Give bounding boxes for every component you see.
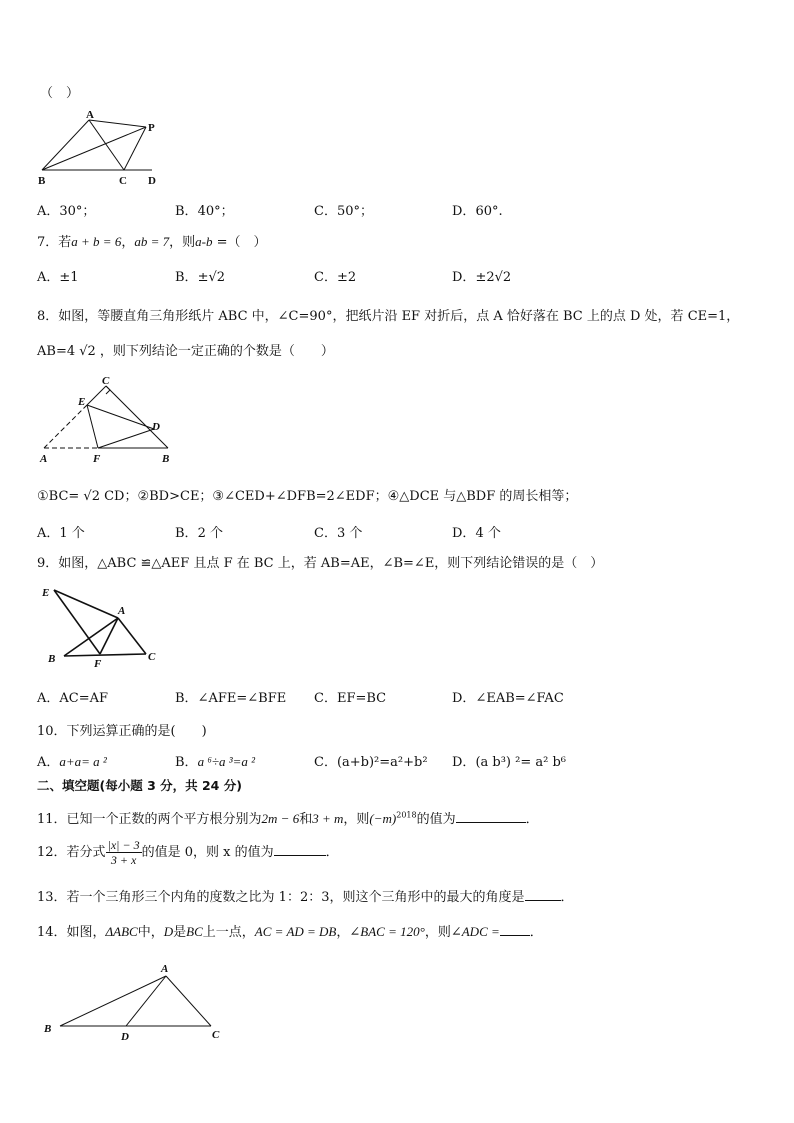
q8-option-c[interactable]: C．3 个 [314,526,363,541]
q8-figure [36,374,186,466]
q9-stem: 9．如图，△ABC ≌△AEF 且点 F 在 BC 上，若 AB=AE，∠B=∠E，则下列结论错误的是（ ） [37,556,604,571]
q9-label-f: F [94,658,102,668]
q8-label-f: F [93,453,101,465]
q9-option-d[interactable]: D．∠EAB=∠FAC [452,691,564,706]
q11-answer-blank[interactable] [456,810,526,823]
q8-statements: ①BC= √2 CD；②BD>CE；③∠CED+∠DFB=2∠EDF；④△DCE 与△BDF 的周长相等； [37,489,578,504]
q7-option-c[interactable]: C．±2 [314,270,357,285]
q6-label-c: C [119,175,127,187]
q12-answer-blank[interactable] [274,843,326,856]
q12-stem: 12．若分式 $\frac{|x| - 3}{3 + x}$ 的值是 0，则 x 的值为 ． [37,838,339,867]
q6-label-b: B [38,175,46,187]
q6-label-p: P [148,122,155,134]
q6-option-a[interactable]: A．30°； [37,204,96,219]
q11-stem: 11．已知一个正数的两个平方根分别为2m − 6和3 + m，则$(-m)^{2018}$的值为 ． [37,810,539,827]
q6-option-d[interactable]: D．60°. [452,204,503,219]
q9-label-c: C [148,651,156,663]
q10-option-b[interactable]: B．a ⁶÷a ³=a ² [175,754,256,770]
q7-option-b[interactable]: B．±√2 [175,270,226,285]
q10-option-c[interactable]: C．(a+b)²=a²+b² [314,755,428,770]
q6-label-a: A [86,109,94,121]
q14-stem: 14．如图，ΔABC中，D是BC上一点，AC = AD = DB，∠BAC = 120°，则∠ADC = ． [37,924,543,940]
q8-label-d: D [152,421,160,433]
q8-option-d[interactable]: D．4 个 [452,526,501,541]
q10-option-d[interactable]: D．(a b³) ²= a² b⁶ [452,755,566,770]
q14-figure [38,958,238,1044]
q6-label-d: D [148,175,156,187]
q14-answer-blank[interactable] [500,923,530,936]
q13-answer-blank[interactable] [525,888,561,901]
q7-stem: 7．若a + b = 6，ab = 7，则a-b =（ ） [37,234,267,250]
q13-stem: 13．若一个三角形三个内角的度数之比为 1：2：3，则这个三角形中的最大的角度是 ． [37,890,574,905]
q9-label-a: A [118,605,126,617]
q8-label-b: B [162,453,170,465]
q12-fraction: $\frac{|x| - 3}{3 + x}$ [107,838,140,867]
q6-option-c[interactable]: C．50°； [314,204,373,219]
q8-option-a[interactable]: A．1 个 [37,526,85,541]
q9-figure [36,582,166,668]
q14-label-c: C [212,1029,220,1041]
q10-option-a[interactable]: A．a+a= a ² [37,754,107,770]
q9-label-b: B [48,653,56,665]
q8-stem-line1: 8．如图，等腰直角三角形纸片 ABC 中，∠C=90°，把纸片沿 EF 对折后，点 A 恰好落在 BC 上的点 D 处，若 CE=1， [37,309,740,324]
q9-option-c[interactable]: C．EF=BC [314,691,387,706]
q9-option-b[interactable]: B．∠AFE=∠BFE [175,691,287,706]
q9-label-e: E [42,587,50,599]
q8-label-e: E [78,396,86,408]
q7-option-a[interactable]: A．±1 [37,270,79,285]
answer-paren: （ ） [40,86,80,101]
q10-stem: 10．下列运算正确的是( ) [37,724,207,739]
q6-option-b[interactable]: B．40°； [175,204,234,219]
q14-label-b: B [44,1023,52,1035]
q8-option-b[interactable]: B．2 个 [175,526,223,541]
q9-option-a[interactable]: A．AC=AF [37,691,109,706]
q14-label-d: D [121,1031,129,1043]
q14-label-a: A [161,963,169,975]
q7-option-d[interactable]: D．±2√2 [452,270,512,285]
q8-label-c: C [102,375,110,387]
q8-stem-line2: AB=4 √2 ，则下列结论一定正确的个数是（ ） [37,344,334,359]
q6-figure [34,108,164,188]
q8-label-a: A [40,453,48,465]
section-title-fill-in: 二、填空题(每小题 3 分，共 24 分) [37,778,242,793]
